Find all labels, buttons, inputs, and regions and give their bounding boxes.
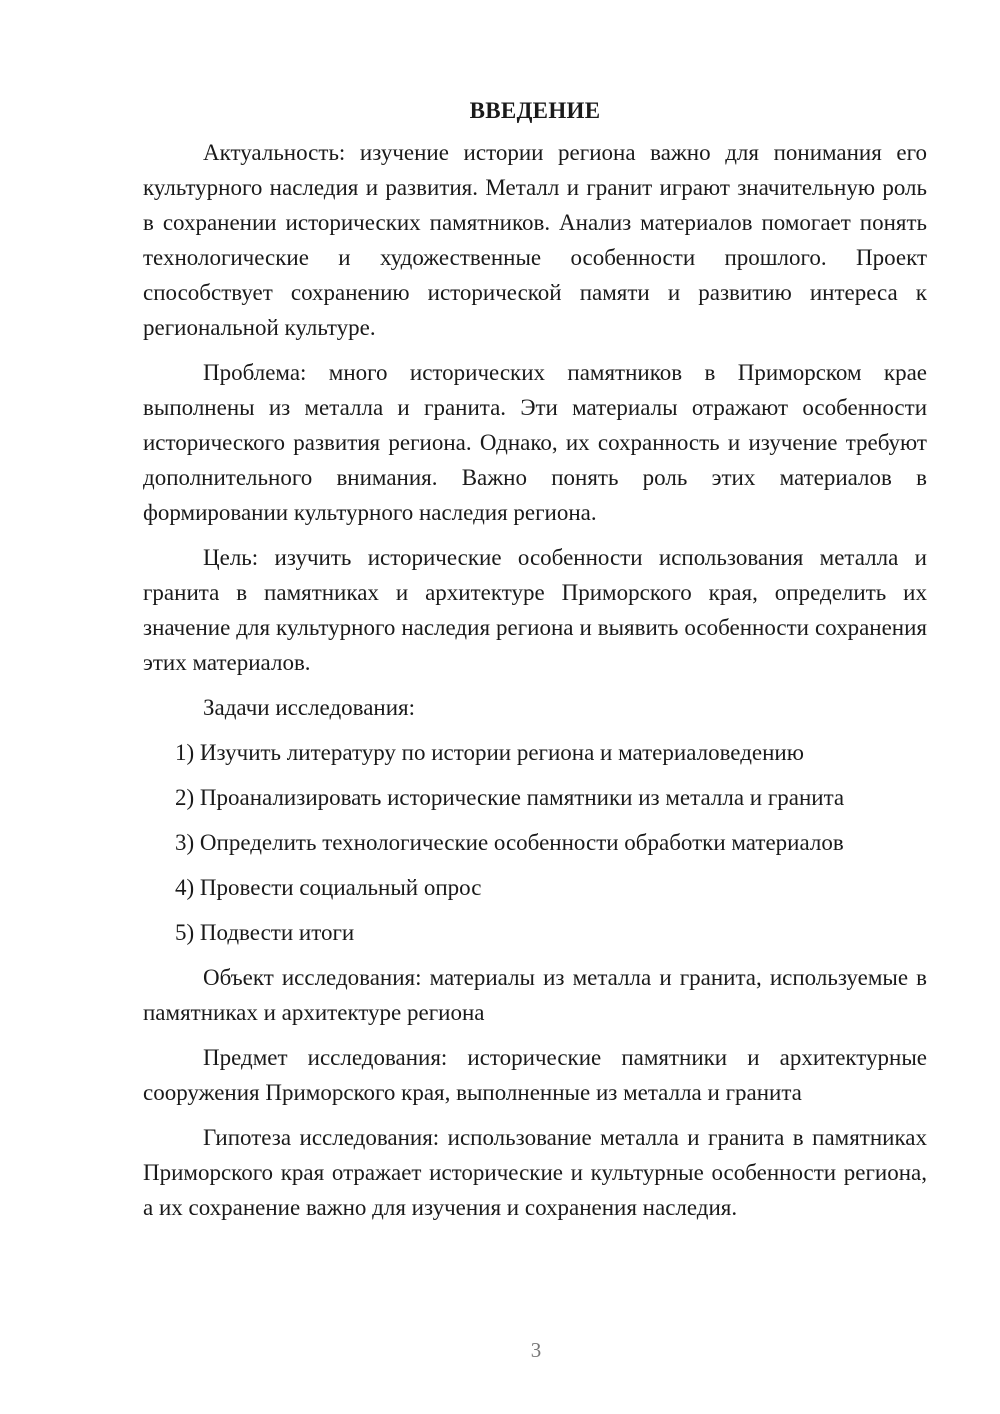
paragraph-problem: Проблема: много исторических памятников в Приморском крае выполнены из металла и гранита. Эти материалы отражают особенности исторического развития региона. Однако, их сохранность и изучение требуют дополнительного внимания. Важно понять роль этих материалов в формировании культурного наследия региона. [143,360,927,525]
paragraph-goal: Цель: изучить исторические особенности использования металла и гранита в памятниках и архитектуре Приморского края, определить их значение для культурного наследия региона и выявить особенности сохранения этих материалов. [143,545,927,675]
section-title: ВВЕДЕНИЕ [469,98,601,123]
list-item: 4) Провести социальный опрос [175,875,482,900]
paragraph-subject: Предмет исследования: исторические памятники и архитектурные сооружения Приморского края, выполненные из металла и гранита [143,1045,927,1105]
tasks-heading: Задачи исследования: [203,695,416,720]
page-content [143,93,927,1235]
paragraph-relevance: Актуальность: изучение истории региона важно для понимания его культурного наследия и развития. Металл и гранит играют значительную роль в сохранении исторических памятников. Анализ материалов помогает понять технологические и художественные особенности прошлого. Проект способствует сохранению исторической памяти и развитию интереса к региональной культуре. [143,140,927,340]
page-number: 3 [530,1338,542,1362]
tasks-list [143,735,927,950]
paragraph-hypothesis: Гипотеза исследования: использование металла и гранита в памятниках Приморского края отражает исторические и культурные особенности региона, а их сохранение важно для изучения и сохранения наследия. [143,1125,927,1220]
list-item: 5) Подвести итоги [175,920,355,945]
paragraph-object: Объект исследования: материалы из металла и гранита, используемые в памятниках и архитектуре региона [143,965,927,1025]
list-item: 3) Определить технологические особенности обработки материалов [175,830,844,855]
list-item: 2) Проанализировать исторические памятники из металла и гранита [175,785,845,810]
list-item: 1) Изучить литературу по истории региона и материаловедению [175,740,804,765]
